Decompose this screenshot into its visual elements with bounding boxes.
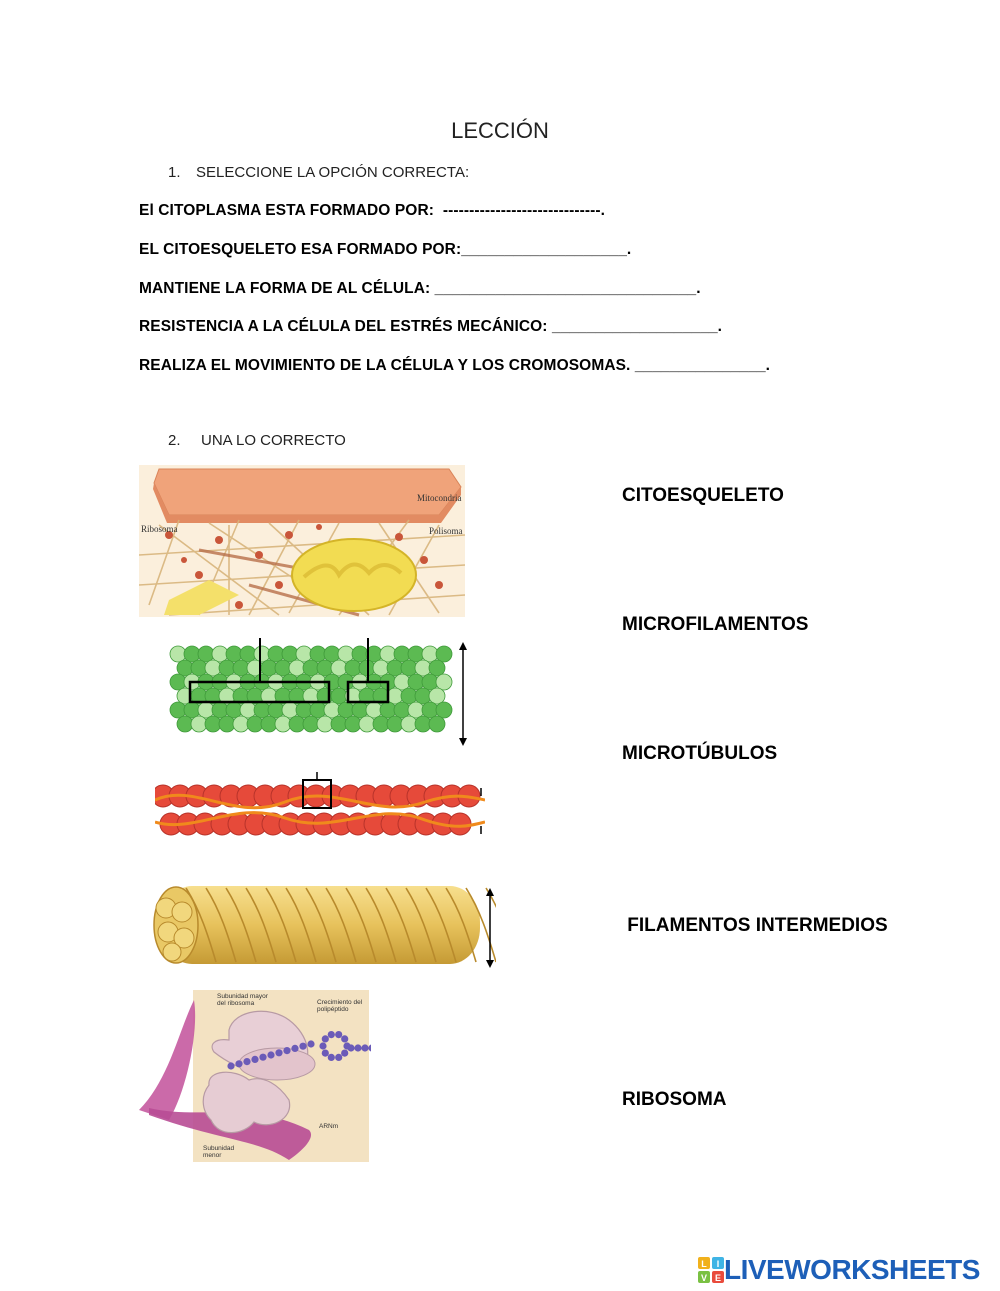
- label-mitocondria: Mitocondria: [417, 493, 462, 503]
- label-ribo-minor-1: Subunidad: [203, 1145, 235, 1152]
- cytoskeleton-image[interactable]: [139, 465, 465, 617]
- svg-text:I: I: [716, 1259, 720, 1269]
- label-ribo-major-2: del ribosoma: [217, 1000, 255, 1007]
- intermediate-filament-image[interactable]: [146, 880, 496, 970]
- question-line-4: RESISTENCIA A LA CÉLULA DEL ESTRÉS MECÁNICO: ___________________.: [139, 318, 723, 335]
- question-line-5: REALIZA EL MOVIMIENTO DE LA CÉLULA Y LOS CROMOSOMAS. _______________.: [139, 357, 771, 374]
- question-line-1: El CITOPLASMA ESTA FORMADO POR: ------------------------------.: [139, 202, 606, 219]
- question-line-3: MANTIENE LA FORMA DE AL CÉLULA: ______________________________.: [139, 280, 701, 297]
- svg-text:V: V: [700, 1273, 708, 1283]
- label-ribo-arn: ARNm: [319, 1123, 339, 1130]
- label-ribo-minor-2: menor: [203, 1152, 222, 1159]
- liveworksheets-wordmark: LIVEWORKSHEETS: [724, 1254, 980, 1285]
- section-2-heading: [168, 432, 346, 449]
- page-title: LECCIÓN: [451, 118, 549, 143]
- label-ribo-growth-2: polipéptido: [317, 1006, 349, 1013]
- microtubule-image[interactable]: [160, 636, 472, 748]
- ribosome-image[interactable]: [139, 990, 371, 1162]
- question-line-2: EL CITOESQUELETO ESA FORMADO POR:___________________.: [139, 241, 632, 258]
- section-1-heading-text: SELECCIONE LA OPCIÓN CORRECTA:: [196, 164, 470, 181]
- label-ribosoma: Ribosoma: [141, 524, 178, 534]
- microfilament-image[interactable]: [155, 772, 485, 846]
- svg-text:L: L: [701, 1259, 707, 1269]
- section-1-heading: [168, 164, 469, 181]
- term-microfilamentos[interactable]: MICROFILAMENTOS: [622, 614, 809, 635]
- section-2-heading-text: UNA LO CORRECTO: [201, 432, 346, 449]
- label-polisoma: Polisoma: [429, 526, 463, 536]
- term-citoesqueleto[interactable]: CITOESQUELETO: [622, 485, 784, 506]
- term-filamentos-intermedios[interactable]: FILAMENTOS INTERMEDIOS: [622, 915, 888, 936]
- label-ribo-major-1: Subunidad mayor: [217, 993, 268, 1000]
- section-2-number: 2.: [168, 432, 181, 449]
- liveworksheets-logo[interactable]: [698, 1253, 980, 1287]
- liveworksheets-icon: [698, 1257, 724, 1283]
- term-ribosoma[interactable]: RIBOSOMA: [622, 1089, 727, 1110]
- term-microtubulos[interactable]: MICROTÚBULOS: [622, 743, 778, 764]
- section-1-number: 1.: [168, 164, 181, 181]
- svg-text:E: E: [714, 1273, 722, 1283]
- label-ribo-growth-1: Crecimiento del: [317, 999, 363, 1006]
